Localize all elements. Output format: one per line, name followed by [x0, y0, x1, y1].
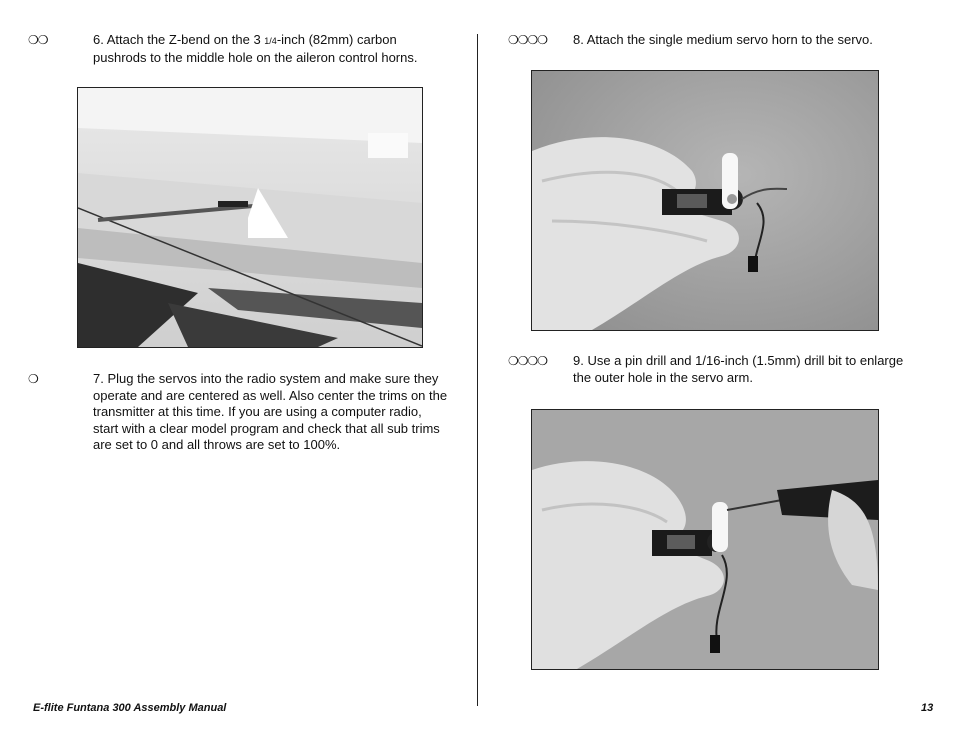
step-6-text: 6. Attach the Z-bend on the 3 1/4-inch (82mm) carbon pushrods to the middle hole on the aileron control horns.	[93, 32, 418, 65]
photo-servo-horn	[531, 70, 879, 331]
step-6	[28, 32, 448, 66]
step-7-text: 7. Plug the servos into the radio system and make sure they operate and are centered as well. Also center the trims on the transmitter at this time. If you are using a computer radio, start with a clear model program and check that all sub trims are set to 0 and all throws are set to 100%.	[93, 371, 448, 453]
column-divider	[477, 34, 478, 706]
step-9-text: 9. Use a pin drill and 1/16-inch (1.5mm) drill bit to enlarge the outer hole in the servo arm.	[573, 353, 904, 385]
step-9-checkboxes[interactable]: ❍❍❍❍	[508, 354, 548, 368]
step-8-checkboxes[interactable]: ❍❍❍❍	[508, 33, 548, 47]
page-number: 13	[921, 702, 934, 714]
step-6-checkboxes[interactable]: ❍❍	[28, 33, 48, 47]
step-8	[508, 32, 908, 49]
step-7-checkboxes[interactable]: ❍	[28, 372, 38, 386]
step-9	[508, 353, 908, 386]
fraction: 1/4	[264, 36, 277, 46]
step-7	[28, 371, 448, 454]
step-8-text: 8. Attach the single medium servo horn to the servo.	[573, 32, 873, 47]
footer-manual-title: E-flite Funtana 300 Assembly Manual	[33, 702, 227, 714]
photo-aileron-pushrod	[77, 87, 423, 348]
photo-drill-servo-arm	[531, 409, 879, 670]
